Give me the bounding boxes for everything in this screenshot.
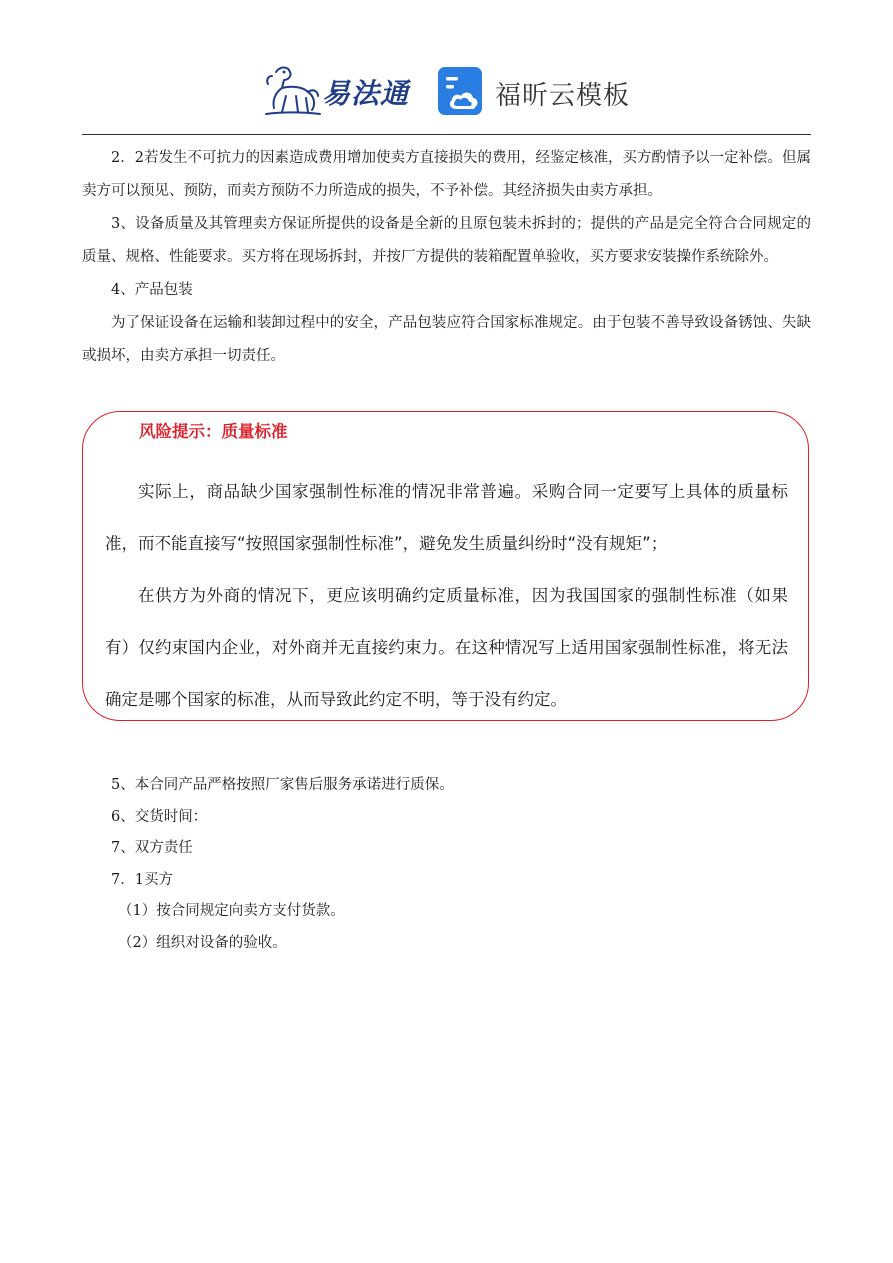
clause-7-1-item: （2）组织对设备的验收。 [118,934,287,951]
foxit-template-logo-text: 福昕云模板 [495,81,631,111]
clause-4-heading: 4、产品包装 [111,282,193,298]
clause-7-1: 7．1买方 [111,871,173,888]
contract-body-top [82,142,811,373]
contract-body-bottom [82,770,811,959]
clause-3: 3、设备质量及其管理卖方保证所提供的设备是全新的且原包装未拆封的；提供的产品是完全符合合同规定的质量、规格、性能要求。买方将在现场拆封，并按厂方提供的装箱配置单验收，买方要求安装操作系统除外。 [82,216,811,265]
foxit-template-logo [436,65,636,117]
clause-4-body: 为了保证设备在运输和装卸过程中的安全，产品包装应符合国家标准规定。由于包装不善导致设备锈蚀、失缺或损坏，由卖方承担一切责任。 [82,315,811,364]
page-header [0,60,893,122]
horse-emblem-icon [262,62,322,118]
risk-notice-paragraph: 实际上，商品缺少国家强制性标准的情况非常普遍。采购合同一定要写上具体的质量标准，而不能直接写“按照国家强制性标准”，避免发生质量纠纷时“没有规矩”； [105,482,788,553]
clause-5: 5、本合同产品严格按照厂家售后服务承诺进行质保。 [111,777,454,793]
header-divider [82,134,811,135]
clause-6: 6、交货时间： [111,808,208,825]
clause-7: 7、双方责任 [111,840,193,856]
risk-notice-paragraph: 在供方为外商的情况下，更应该明确约定质量标准，因为我国国家的强制性标准（如果有）仅约束国内企业，对外商并无直接约束力。在这种情况写上适用国家强制性标准，将无法确定是哪个国家的标准，从而导致此约定不明，等于没有约定。 [105,586,788,709]
risk-notice-box [82,411,809,721]
cloud-document-icon [436,65,486,117]
clause-7-1-item: （1）按合同规定向卖方支付货款。 [118,903,345,919]
yifatong-logo [262,62,422,118]
yifatong-logo-text: 易法通 [322,77,410,110]
clause-2-2: 2．2若发生不可抗力的因素造成费用增加使卖方直接损失的费用，经鉴定核准，买方酌情予以一定补偿。但属卖方可以预见、预防，而卖方预防不力所造成的损失，不予补偿。其经济损失由卖方承担。 [82,150,811,199]
risk-notice-title: 风险提示：质量标准 [139,422,288,441]
risk-notice-body [105,466,788,726]
